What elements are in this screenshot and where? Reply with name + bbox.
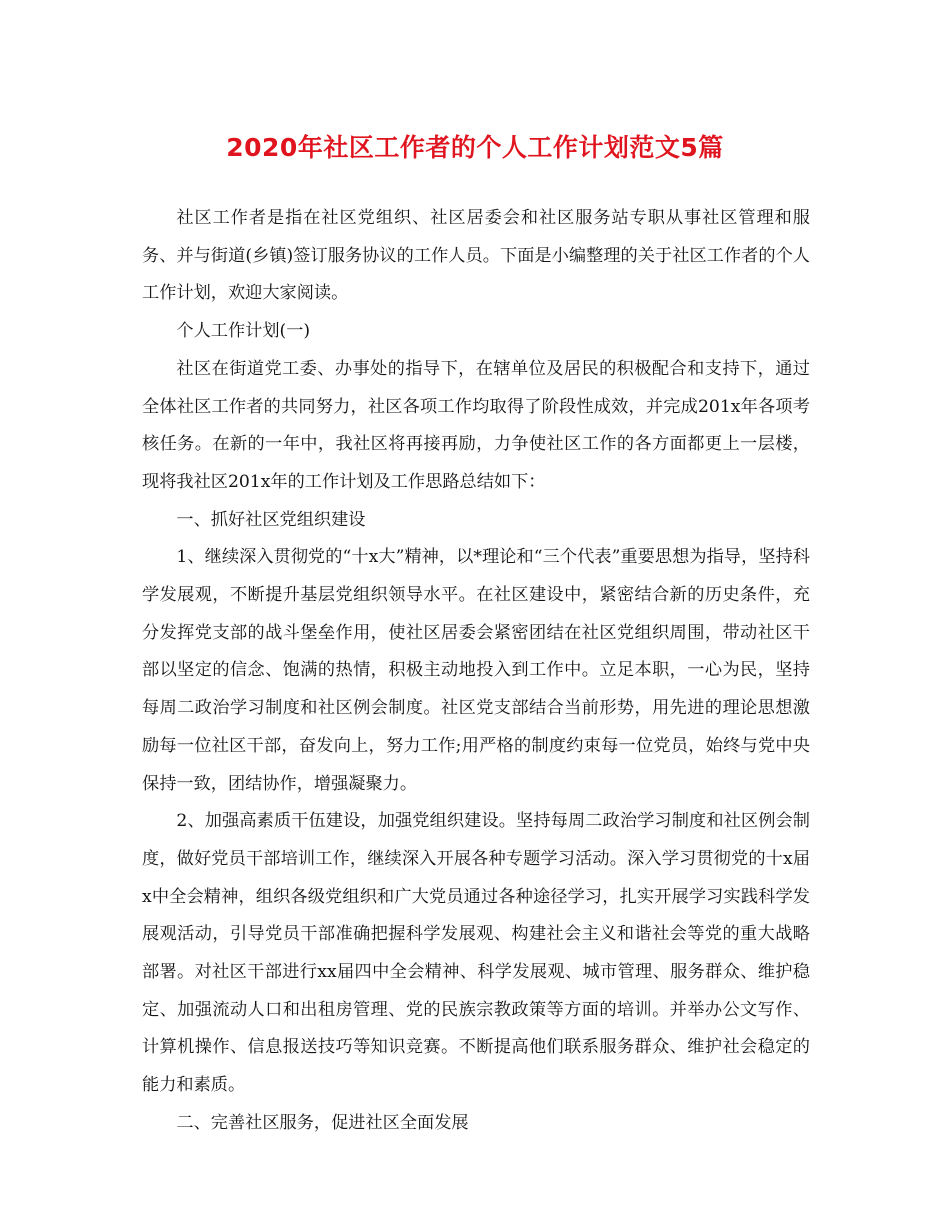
paragraph-intro: 社区工作者是指在社区党组织、社区居委会和社区服务站专职从事社区管理和服务、并与街道(乡镇)签订服务协议的工作人员。下面是小编整理的关于社区工作者的个人工作计划，欢迎大家阅读。 xyxy=(142,208,810,304)
section-heading-party-building: 一、抓好社区党组织建设 xyxy=(176,509,366,530)
paragraph-item-1: 1、继续深入贯彻党的“十x大”精神，以*理论和“三个代表”重要思想为指导，坚持科学发展观，不断提升基层党组织领导水平。在社区建设中，紧密结合新的历史条件，充分发挥党支部的战斗堡垒作用，使社区居委会紧密团结在社区党组织周围，带动社区干部以坚定的信念、饱满的热情，积极主动地投入到工作中。立足本职，一心为民，坚持每周二政治学习制度和社区例会制度。社区党支部结合当前形势，用先进的理论思想激励每一位社区干部，奋发向上，努力工作;用严格的制度约束每一位党员，始终与党中央保持一致，团结协作，增强凝聚力。 xyxy=(142,547,810,794)
section-heading-plan-one: 个人工作计划(一) xyxy=(176,321,311,342)
section-heading-community-service: 二、完善社区服务，促进社区全面发展 xyxy=(176,1112,469,1133)
paragraph-item-2: 2、加强高素质干伍建设，加强党组织建设。坚持每周二政治学习制度和社区例会制度，做好党员干部培训工作，继续深入开展各种专题学习活动。深入学习贯彻党的十x届x中全会精神，组织各级党组织和广大党员通过各种途径学习，扎实开展学习实践科学发展观活动，引导党员干部准确把握科学发展观、构建社会主义和谐社会等党的重大战略部署。对社区干部进行xx届四中全会精神、科学发展观、城市管理、服务群众、维护稳定、加强流动人口和出租房管理、党的民族宗教政策等方面的培训。并举办公文写作、计算机操作、信息报送技巧等知识竞赛。不断提高他们联系服务群众、维护社会稳定的能力和素质。 xyxy=(142,811,810,1096)
document-title: 2020年社区工作者的个人工作计划范文5篇 xyxy=(226,133,724,162)
document-body xyxy=(142,200,810,1143)
paragraph-overview: 社区在街道党工委、办事处的指导下，在辖单位及居民的积极配合和支持下，通过全体社区工作者的共同努力，社区各项工作均取得了阶段性成效，并完成201x年各项考核任务。在新的一年中，我社区将再接再励，力争使社区工作的各方面都更上一层楼，现将我社区201x年的工作计划及工作思路总结如下： xyxy=(142,358,810,492)
